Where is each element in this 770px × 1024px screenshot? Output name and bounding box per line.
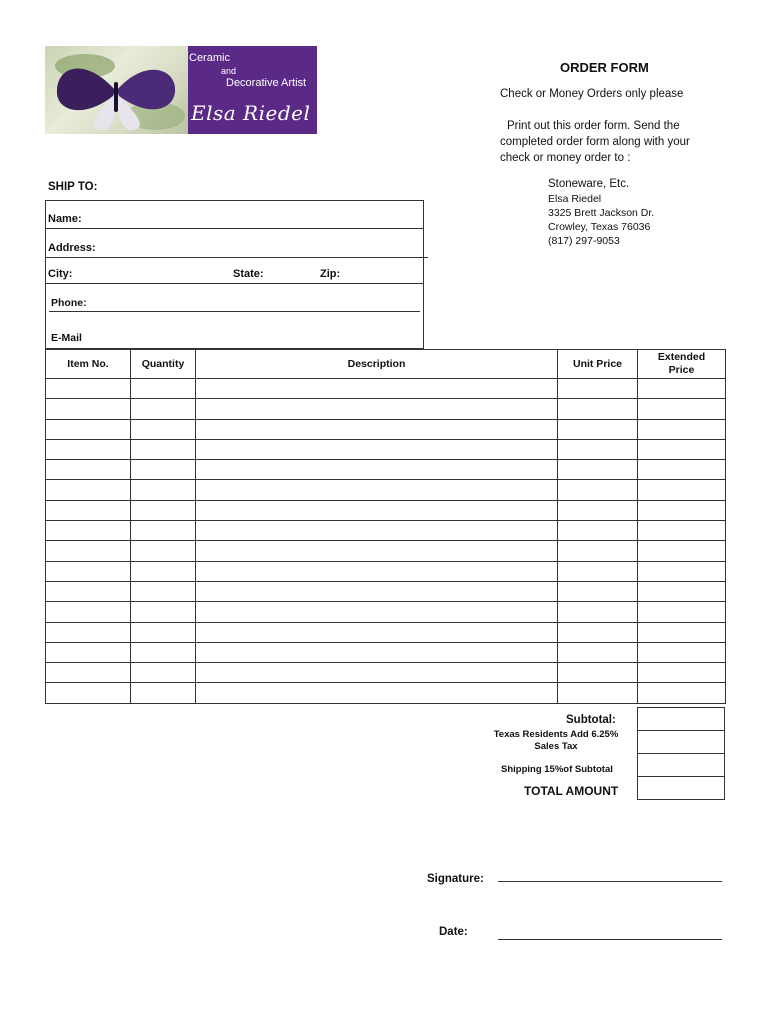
item-no-cell[interactable]	[46, 460, 131, 480]
quantity-cell[interactable]	[131, 379, 196, 399]
unit-price-cell[interactable]	[558, 663, 638, 683]
unit-price-cell[interactable]	[558, 460, 638, 480]
ship-to-heading: SHIP TO:	[48, 181, 98, 193]
unit-price-cell[interactable]	[558, 399, 638, 419]
subtotal-field[interactable]	[637, 707, 725, 731]
item-no-cell[interactable]	[46, 602, 131, 622]
state-label: State:	[233, 268, 264, 280]
page-title: ORDER FORM	[560, 60, 649, 75]
logo-artist-name: Elsa Riedel	[191, 101, 311, 125]
table-row	[46, 480, 726, 500]
unit-price-cell[interactable]	[558, 521, 638, 541]
quantity-cell[interactable]	[131, 439, 196, 459]
unit-price-cell[interactable]	[558, 439, 638, 459]
item-no-cell[interactable]	[46, 379, 131, 399]
description-cell[interactable]	[196, 541, 558, 561]
address-label: Address:	[48, 242, 96, 254]
unit-price-cell[interactable]	[558, 683, 638, 703]
signature-label: Signature:	[427, 873, 484, 885]
table-header-row	[46, 350, 726, 379]
instructions	[500, 118, 730, 166]
extended-price-cell[interactable]	[638, 460, 726, 480]
item-no-cell[interactable]	[46, 683, 131, 703]
instructions-line-1: Print out this order form. Send the	[507, 120, 680, 132]
item-no-cell[interactable]	[46, 521, 131, 541]
total-amount-field[interactable]	[637, 776, 725, 800]
logo-decorative-text: Decorative Artist	[226, 77, 307, 89]
date-label: Date:	[439, 926, 468, 938]
address-name: Elsa Riedel	[548, 193, 602, 205]
description-cell[interactable]	[196, 602, 558, 622]
quantity-cell[interactable]	[131, 399, 196, 419]
phone-field[interactable]	[49, 311, 420, 312]
date-line[interactable]	[498, 939, 722, 940]
col-extended-price: Extended Price	[638, 350, 726, 379]
extended-price-cell[interactable]	[638, 642, 726, 662]
address-field[interactable]	[46, 257, 428, 258]
item-no-cell[interactable]	[46, 541, 131, 561]
table-row	[46, 622, 726, 642]
extended-price-cell[interactable]	[638, 439, 726, 459]
table-row	[46, 460, 726, 480]
table-row	[46, 399, 726, 419]
item-no-cell[interactable]	[46, 399, 131, 419]
instructions-line-3: check or money order to :	[500, 152, 631, 164]
sales-tax-field[interactable]	[637, 730, 725, 754]
quantity-cell[interactable]	[131, 480, 196, 500]
item-no-cell[interactable]	[46, 439, 131, 459]
extended-price-cell[interactable]	[638, 480, 726, 500]
extended-price-cell[interactable]	[638, 561, 726, 581]
signature-line[interactable]	[498, 881, 722, 882]
total-amount-label: TOTAL AMOUNT	[524, 784, 619, 798]
address-city: Crowley, Texas 76036	[548, 221, 651, 233]
table-row	[46, 379, 726, 399]
table-row	[46, 500, 726, 520]
col-description: Description	[196, 350, 558, 379]
unit-price-cell[interactable]	[558, 419, 638, 439]
quantity-cell[interactable]	[131, 602, 196, 622]
table-row	[46, 521, 726, 541]
description-cell[interactable]	[196, 581, 558, 601]
extended-price-cell[interactable]	[638, 541, 726, 561]
extended-price-cell[interactable]	[638, 622, 726, 642]
table-row	[46, 683, 726, 703]
address-phone: (817) 297-9053	[548, 235, 620, 247]
item-no-cell[interactable]	[46, 500, 131, 520]
item-no-cell[interactable]	[46, 419, 131, 439]
payment-note: Check or Money Orders only please	[500, 88, 684, 100]
table-row	[46, 419, 726, 439]
unit-price-cell[interactable]	[558, 561, 638, 581]
address-street: 3325 Brett Jackson Dr.	[548, 207, 655, 219]
col-unit-price: Unit Price	[558, 350, 638, 379]
logo-ceramic-text: Ceramic	[189, 52, 230, 64]
unit-price-cell[interactable]	[558, 581, 638, 601]
item-no-cell[interactable]	[46, 581, 131, 601]
extended-price-cell[interactable]	[638, 399, 726, 419]
unit-price-cell[interactable]	[558, 602, 638, 622]
extended-price-cell[interactable]	[638, 683, 726, 703]
item-no-cell[interactable]	[46, 622, 131, 642]
email-label: E-Mail	[51, 332, 82, 344]
description-cell[interactable]	[196, 683, 558, 703]
extended-price-cell[interactable]	[638, 581, 726, 601]
quantity-cell[interactable]	[131, 683, 196, 703]
description-cell[interactable]	[196, 642, 558, 662]
table-row	[46, 439, 726, 459]
table-row	[46, 541, 726, 561]
description-cell[interactable]	[196, 419, 558, 439]
quantity-cell[interactable]	[131, 642, 196, 662]
description-cell[interactable]	[196, 399, 558, 419]
instructions-line-2: completed order form along with your	[500, 136, 690, 148]
tax-label-line-1: Texas Residents Add 6.25%	[493, 729, 619, 740]
col-item-no: Item No.	[46, 350, 131, 379]
description-cell[interactable]	[196, 500, 558, 520]
artist-logo	[45, 46, 317, 134]
shipping-field[interactable]	[637, 753, 725, 777]
quantity-cell[interactable]	[131, 561, 196, 581]
description-cell[interactable]	[196, 460, 558, 480]
quantity-cell[interactable]	[131, 622, 196, 642]
table-row	[46, 642, 726, 662]
name-label: Name:	[48, 213, 82, 225]
tax-label-line-2: Sales Tax	[534, 741, 578, 752]
item-no-cell[interactable]	[46, 642, 131, 662]
unit-price-cell[interactable]	[558, 480, 638, 500]
name-field[interactable]	[46, 228, 423, 229]
butterfly-image	[45, 46, 188, 134]
description-cell[interactable]	[196, 561, 558, 581]
table-row	[46, 561, 726, 581]
extended-price-cell[interactable]	[638, 602, 726, 622]
phone-label: Phone:	[51, 297, 87, 309]
ship-to-box	[45, 200, 424, 349]
city-label: City:	[48, 268, 73, 280]
order-items-table	[45, 349, 726, 704]
extended-price-cell[interactable]	[638, 521, 726, 541]
address-company: Stoneware, Etc.	[548, 178, 630, 190]
extended-price-cell[interactable]	[638, 663, 726, 683]
quantity-cell[interactable]	[131, 663, 196, 683]
item-no-cell[interactable]	[46, 480, 131, 500]
quantity-cell[interactable]	[131, 460, 196, 480]
table-row	[46, 602, 726, 622]
tax-label	[489, 729, 623, 753]
quantity-cell[interactable]	[131, 419, 196, 439]
col-quantity: Quantity	[131, 350, 196, 379]
description-cell[interactable]	[196, 480, 558, 500]
table-row	[46, 663, 726, 683]
extended-price-cell[interactable]	[638, 379, 726, 399]
quantity-cell[interactable]	[131, 500, 196, 520]
quantity-cell[interactable]	[131, 581, 196, 601]
description-cell[interactable]	[196, 663, 558, 683]
unit-price-cell[interactable]	[558, 622, 638, 642]
unit-price-cell[interactable]	[558, 379, 638, 399]
item-no-cell[interactable]	[46, 663, 131, 683]
subtotal-label: Subtotal:	[566, 714, 616, 726]
unit-price-cell[interactable]	[558, 642, 638, 662]
quantity-cell[interactable]	[131, 541, 196, 561]
description-cell[interactable]	[196, 439, 558, 459]
mailing-address	[548, 177, 654, 248]
extended-price-cell[interactable]	[638, 500, 726, 520]
logo-and-text: and	[221, 66, 237, 76]
unit-price-cell[interactable]	[558, 500, 638, 520]
zip-label: Zip:	[320, 268, 341, 280]
unit-price-cell[interactable]	[558, 541, 638, 561]
quantity-cell[interactable]	[131, 521, 196, 541]
shipping-label: Shipping 15%of Subtotal	[501, 764, 613, 775]
item-no-cell[interactable]	[46, 561, 131, 581]
extended-price-cell[interactable]	[638, 419, 726, 439]
description-cell[interactable]	[196, 622, 558, 642]
city-state-zip-field[interactable]	[46, 283, 423, 284]
table-row	[46, 581, 726, 601]
description-cell[interactable]	[196, 521, 558, 541]
description-cell[interactable]	[196, 379, 558, 399]
